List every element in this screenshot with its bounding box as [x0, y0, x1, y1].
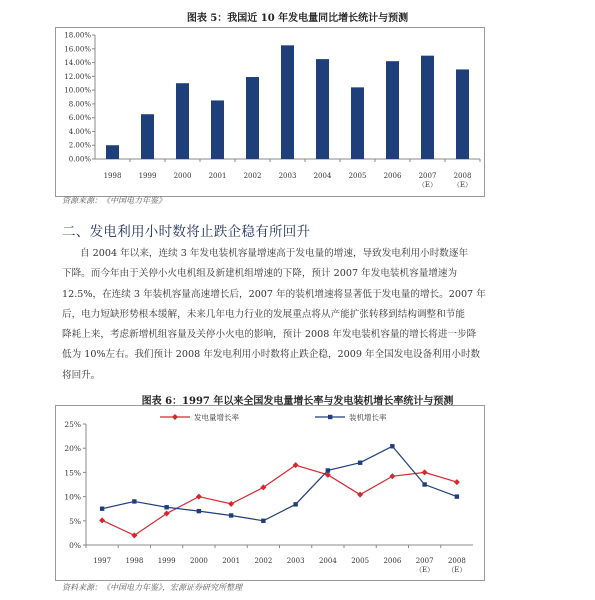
chart-frame [56, 406, 485, 581]
data-point [422, 482, 426, 486]
bar [106, 145, 119, 159]
paragraph-line: 自 2004 年以来，连续 3 年发电装机容量增速高于发电量的增速，导致发电利用小时数逐年 [80, 248, 469, 259]
legend-label: 发电量增长率 [194, 413, 239, 422]
paragraph-line: 后，电力短缺形势根本缓解，未来几年电力行业的发展重点将从产能扩张转移到结构调整和节能 [62, 308, 465, 320]
data-point [390, 444, 394, 448]
figure5-title: 图表 5：我国近 10 年发电量同比增长统计与预测 [186, 13, 409, 24]
bar [141, 114, 154, 159]
data-point [454, 479, 460, 485]
y-tick-label: 20% [64, 444, 81, 454]
x-tick-label: 2005 [348, 172, 367, 180]
x-tick-label: 2004 [313, 172, 332, 180]
paragraph-line: 低为 10%左右。我们预计 2008 年发电利用小时数将止跌企稳，2009 年全国发电设备利用小时数 [62, 349, 481, 361]
x-tick-label: 2006 [383, 557, 402, 565]
x-tick-label: 2005 [351, 557, 370, 565]
bar [456, 69, 469, 159]
data-point [293, 502, 297, 506]
x-tick-label: 2002 [254, 557, 273, 565]
x-tick-label: 2003 [286, 557, 305, 565]
bar [316, 59, 329, 159]
bar [211, 100, 224, 159]
x-tick-label: 2007 [415, 557, 434, 565]
figure6-source: 资料来源：《中国电力年鉴》，宏源证券研究所整理 [62, 583, 242, 592]
x-tick-sublabel: （E） [417, 181, 438, 189]
x-tick-label: 1999 [138, 172, 157, 180]
data-point [261, 519, 265, 523]
bar-chart [55, 27, 485, 197]
data-point [326, 468, 330, 472]
y-tick-label: 25% [64, 420, 81, 429]
data-point [228, 501, 234, 507]
x-tick-label: 1997 [93, 557, 112, 565]
y-tick-label: 12.00% [64, 72, 91, 81]
data-point [455, 494, 459, 498]
x-tick-label: 2002 [243, 172, 262, 180]
series-line [102, 465, 457, 535]
data-point [358, 461, 362, 465]
data-point [164, 505, 168, 509]
bar [246, 77, 259, 159]
x-tick-label: 2000 [189, 557, 208, 565]
y-tick-label: 8.00% [68, 100, 91, 109]
paragraph-line: 下降。而今年由于关停小火电机组及新建机组增速的下降，预计 2007 年发电装机容量增速为 [62, 268, 458, 280]
x-tick-sublabel: （E） [452, 181, 473, 189]
bar [176, 83, 189, 159]
x-tick-label: 2000 [173, 172, 192, 180]
data-point [229, 513, 233, 517]
y-tick-label: 16.00% [64, 45, 91, 54]
y-tick-label: 14.00% [64, 59, 91, 68]
x-tick-label: 2008 [447, 557, 466, 565]
legend-marker [328, 415, 332, 419]
y-tick-label: 0.00% [68, 155, 91, 164]
body-paragraph [62, 244, 532, 386]
x-tick-label: 2008 [453, 172, 472, 180]
y-tick-label: 10% [64, 492, 81, 502]
y-tick-label: 10.00% [64, 86, 91, 95]
x-tick-label: 2003 [278, 172, 297, 180]
paragraph-line: 12.5%，在连续 3 年装机容量高速增长后，2007 年的装机增速将显著低于发电量的增长。2007 年 [62, 288, 486, 300]
x-tick-label: 1999 [157, 557, 176, 565]
paragraph-line: 将回升。 [62, 369, 101, 381]
x-tick-label: 2001 [208, 172, 227, 180]
y-tick-label: 4.00% [68, 127, 91, 136]
y-tick-label: 15% [64, 468, 81, 478]
section-title: 二、发电利用小时数将止跌企稳有所回升 [62, 224, 311, 240]
y-tick-label: 2.00% [68, 141, 91, 150]
x-tick-label: 2006 [383, 172, 402, 180]
y-tick-label: 0% [69, 541, 81, 550]
series-line [102, 446, 457, 521]
legend-label: 装机增长率 [349, 413, 387, 422]
y-tick-label: 18.00% [64, 31, 91, 40]
figure6-title: 图表 6：1997 年以来全国发电量增长率与发电装机增长率统计与预测 [141, 396, 454, 407]
x-tick-label: 2001 [222, 557, 241, 565]
data-point [389, 473, 395, 479]
data-point [100, 507, 104, 511]
data-point [422, 469, 428, 475]
line-chart [55, 405, 485, 581]
bar [281, 45, 294, 159]
figure5-source: 资源来源：《中国电力年鉴》 [62, 196, 166, 205]
x-tick-label: 2004 [318, 557, 337, 565]
bar [386, 61, 399, 159]
bar [421, 56, 434, 159]
y-tick-label: 5% [69, 516, 81, 526]
y-tick-label: 6.00% [68, 114, 91, 123]
x-tick-label: 2007 [418, 172, 437, 180]
data-point [99, 517, 105, 523]
bar [351, 87, 364, 159]
paragraph-line: 降耗上来，考虑新增机组容量及关停小火电的影响，预计 2008 年发电装机容量的增长将进一步降 [62, 329, 477, 341]
x-tick-label: 1998 [125, 557, 144, 565]
data-point [357, 492, 363, 498]
data-point [197, 509, 201, 513]
data-point [196, 494, 202, 500]
x-tick-sublabel: （E） [415, 566, 435, 574]
data-point [132, 499, 136, 503]
x-tick-sublabel: （E） [447, 566, 467, 574]
x-tick-label: 1998 [103, 172, 122, 180]
legend-marker [172, 414, 178, 420]
